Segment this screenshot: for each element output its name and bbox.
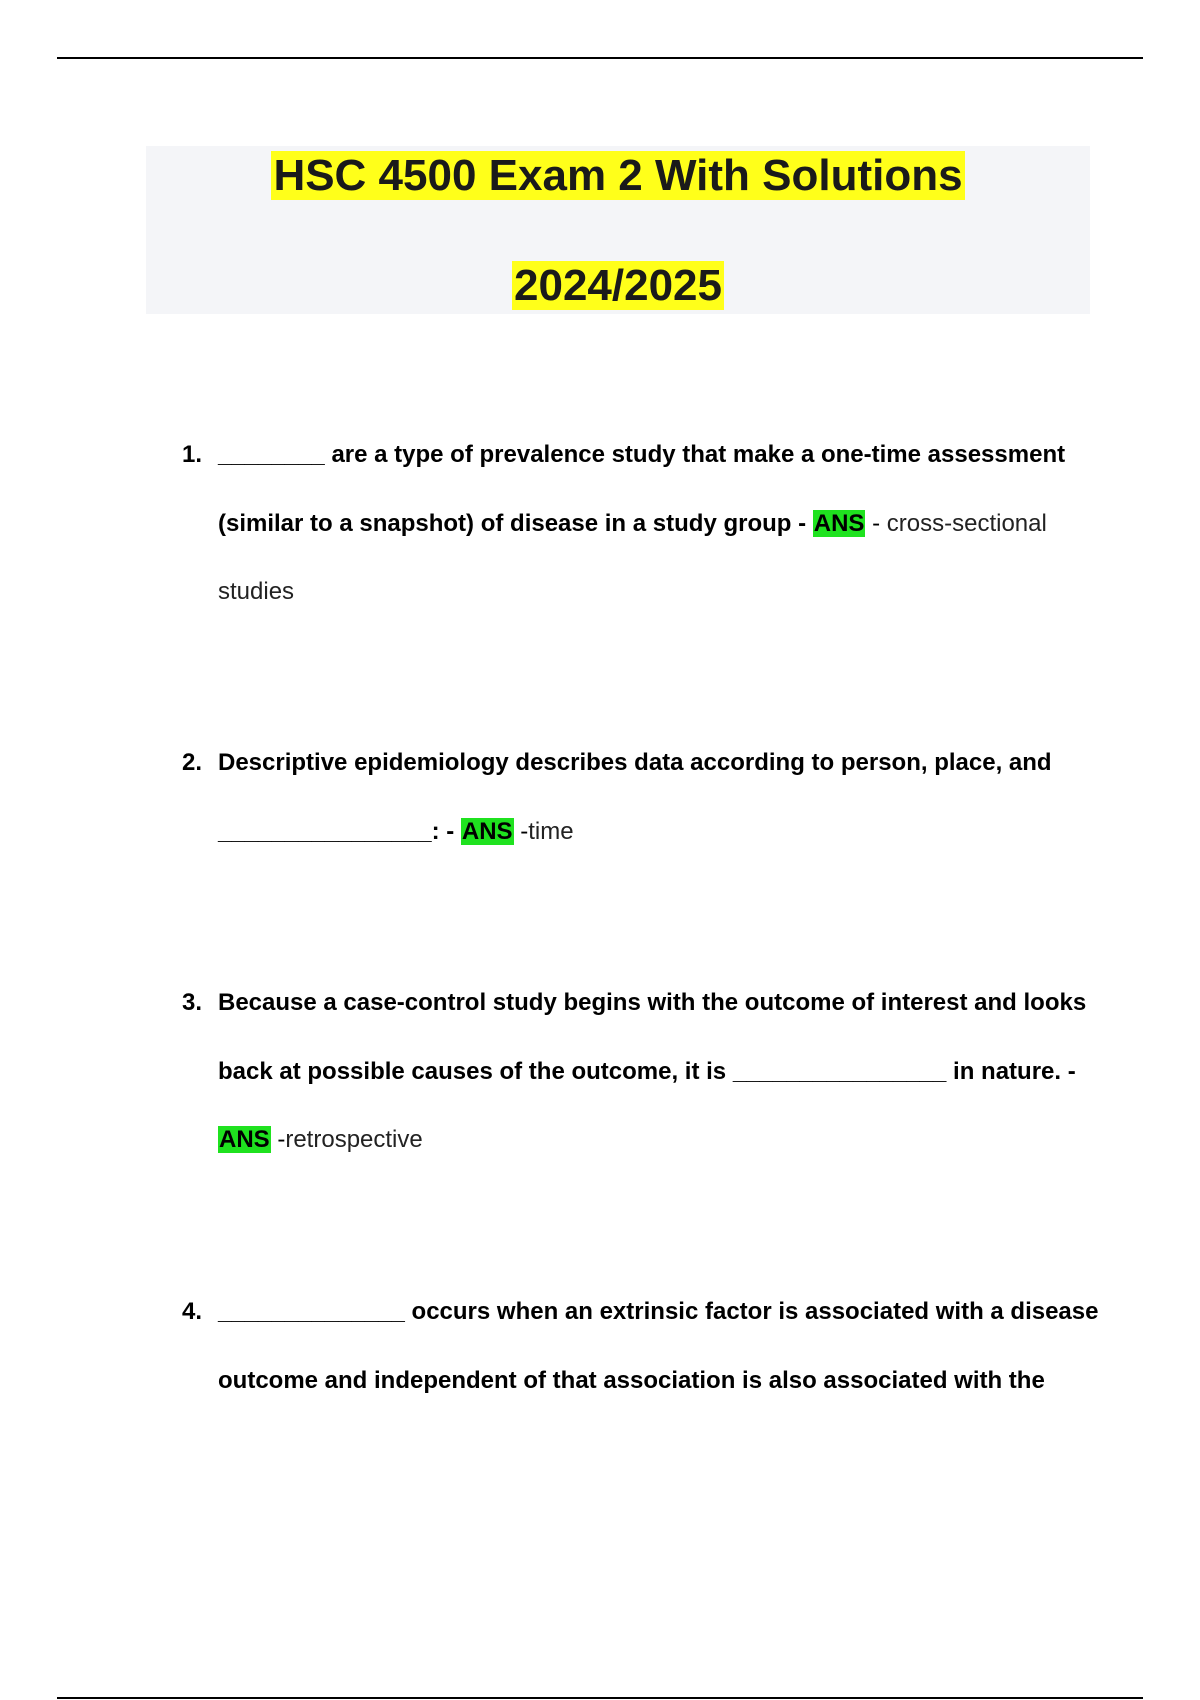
question-number: 3. xyxy=(182,989,203,1016)
header-rule xyxy=(57,57,1143,59)
question-number: 2. xyxy=(182,749,203,776)
question-item xyxy=(182,969,1102,1175)
question-number: 1. xyxy=(182,441,203,468)
question-item xyxy=(182,421,1102,627)
ans-highlight: ANS xyxy=(461,817,513,845)
separator: - xyxy=(1061,1057,1076,1085)
separator: - xyxy=(791,509,813,537)
separator: - xyxy=(865,509,887,537)
title-block xyxy=(146,146,1090,314)
document-title-year: 2024/2025 xyxy=(514,261,722,310)
question-text: Descriptive epidemiology describes data according to person, place, and ________________: xyxy=(218,749,1052,845)
question-content xyxy=(218,969,1102,1175)
separator: - xyxy=(270,1126,286,1153)
answer-text: time xyxy=(528,817,574,845)
answer-text: cross-sectional studies xyxy=(218,509,1047,605)
question-content xyxy=(218,1278,1102,1415)
question-content xyxy=(218,421,1102,627)
question-text: ________ are a type of prevalence study that make a one-time assessment (similar to a snapshot) of disease in a study group xyxy=(218,441,1066,537)
question-text: ______________ occurs when an extrinsic factor is associated with a disease outcome and independent of that association is also associated with the xyxy=(218,1298,1099,1394)
answer-text: retrospective xyxy=(285,1126,423,1153)
question-item xyxy=(182,729,1102,866)
question-item xyxy=(182,1278,1102,1415)
document-title: HSC 4500 Exam 2 With Solutions xyxy=(273,151,963,200)
question-content xyxy=(218,729,1102,866)
footer-rule xyxy=(57,1697,1143,1699)
question-number: 4. xyxy=(182,1298,203,1325)
ans-highlight: ANS xyxy=(813,509,865,537)
ans-highlight: ANS xyxy=(219,1126,270,1153)
separator: - xyxy=(439,817,461,845)
question-text: Because a case-control study begins with the outcome of interest and looks back at possible causes of the outcome, it is ________________ in nature. xyxy=(218,989,1087,1085)
separator: - xyxy=(513,817,529,845)
